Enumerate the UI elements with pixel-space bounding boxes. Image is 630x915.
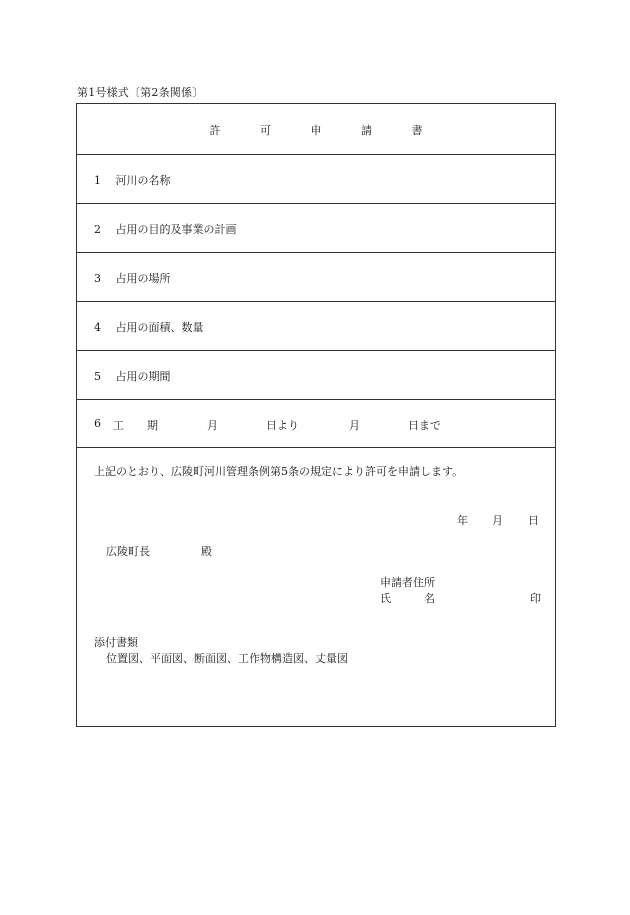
attachments-list: 位置図、平面図、断面図、工作物構造図、丈量図 [106,652,348,665]
applicant-name-label-2: 名 [424,592,435,605]
application-form [76,103,556,727]
declaration-text: 上記のとおり、広陵町河川管理条例第5条の規定により許可を申請します。 [94,465,464,478]
end-day-label: 日まで [408,419,441,432]
start-day-label: 日より [266,419,299,432]
title-char: 申 [310,124,322,137]
item-number: 6 [94,417,101,430]
title-char: 書 [411,124,423,137]
title-row [77,104,555,155]
end-month-label: 月 [349,419,360,432]
item-number: 5 [94,370,101,383]
item-number: 1 [94,174,101,187]
item-number: 3 [94,272,101,285]
addressee-name: 広陵町長 [106,545,150,558]
applicant-name-label-1: 氏 [380,592,391,605]
form-title [77,122,555,138]
item-label: 占用の場所 [115,272,171,285]
period-label-ko: 工 [113,419,124,432]
construction-period-row[interactable] [77,400,555,448]
item-number: 4 [94,321,101,334]
item-row-area-quantity[interactable] [77,302,555,351]
item-row-location[interactable] [77,253,555,302]
declaration-section [77,448,555,726]
seal-label: 印 [530,592,541,605]
item-number: 2 [94,223,101,236]
item-label: 占用の面積、数量 [115,321,204,334]
period-label-ki: 期 [147,419,158,432]
form-number-label: 第1号様式〔第2条関係〕 [77,86,204,99]
item-row-occupancy-period[interactable] [77,351,555,400]
item-row-river-name[interactable] [77,155,555,204]
applicant-address-label: 申請者住所 [380,576,435,589]
date-month-label: 月 [492,514,503,527]
title-char: 可 [260,124,271,137]
date-day-label: 日 [528,514,539,527]
item-label: 占用の目的及事業の計画 [115,223,237,236]
item-row-purpose[interactable] [77,204,555,253]
date-year-label: 年 [457,514,468,527]
attachments-heading: 添付書類 [94,636,138,649]
start-month-label: 月 [207,419,218,432]
item-label: 占用の期間 [115,370,171,383]
addressee-honorific: 殿 [201,545,212,558]
title-char: 許 [209,124,221,137]
title-char: 請 [361,124,372,137]
item-label: 河川の名称 [115,174,171,187]
